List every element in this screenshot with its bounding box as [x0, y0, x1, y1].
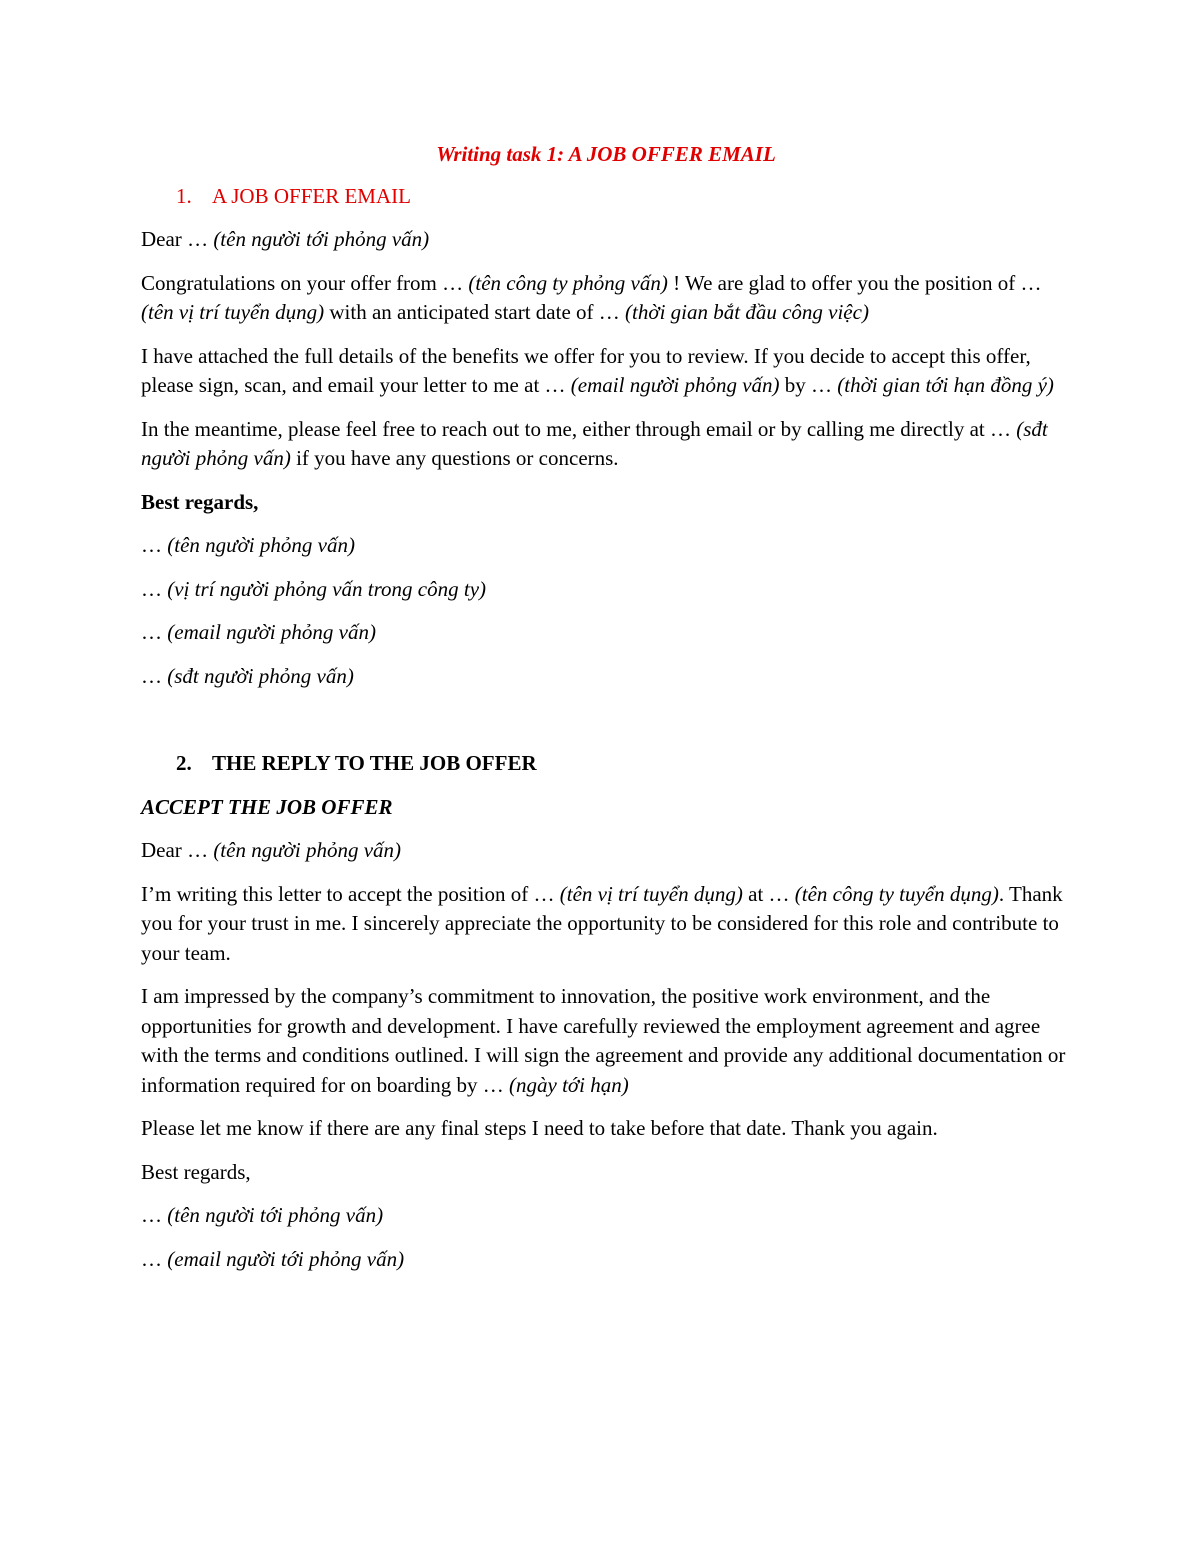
offer-signature-line [141, 662, 1071, 692]
placeholder-ellipsis: … [141, 533, 162, 557]
reply-signature-line [141, 1201, 1071, 1231]
accept-subheading: ACCEPT THE JOB OFFER [141, 794, 393, 819]
placeholder-note: (ngày tới hạn) [503, 1072, 629, 1097]
section1-heading [141, 182, 1071, 212]
placeholder-ellipsis: … [544, 373, 566, 397]
section1-number: 1. [176, 183, 192, 208]
section2-heading [141, 749, 1071, 779]
placeholder-note: (email người phỏng vấn) [565, 373, 780, 397]
offer-paragraph-3 [141, 415, 1071, 474]
placeholder-ellipsis: … [141, 1203, 162, 1227]
placeholder-note: (tên người tới phỏng vấn) [208, 227, 430, 251]
paragraph-text: In the meantime, please feel free to reach out to me, either through email or by calling me directly at [141, 416, 990, 441]
placeholder-note: (vị trí người phỏng vấn trong công ty) [162, 576, 487, 601]
placeholder-ellipsis: … [141, 576, 162, 601]
placeholder-ellipsis: … [141, 663, 162, 688]
placeholder-ellipsis: … [533, 881, 555, 906]
placeholder-ellipsis: … [990, 416, 1011, 441]
reply-signature-line [141, 1245, 1071, 1275]
reply-greeting [141, 836, 1071, 866]
document-body [141, 140, 1071, 1288]
offer-paragraph-2 [141, 342, 1071, 401]
placeholder-ellipsis: … [768, 881, 790, 906]
document-title: Writing task 1: A JOB OFFER EMAIL [436, 142, 776, 166]
placeholder-note: (sđt người phỏng vấn) [141, 416, 1048, 470]
placeholder-ellipsis: … [811, 373, 833, 397]
placeholder-note: (tên người phỏng vấn) [162, 533, 355, 557]
paragraph-text: I’m writing this letter to accept the position of [141, 881, 534, 906]
offer-signature-line [141, 575, 1071, 605]
paragraph-text: Congratulations on your offer from [141, 270, 443, 295]
offer-signature-line [141, 531, 1071, 561]
placeholder-note: (tên người tới phỏng vấn) [162, 1203, 384, 1227]
reply-paragraph-1 [141, 880, 1071, 969]
placeholder-note: (tên người phỏng vấn) [208, 838, 402, 862]
offer-signature-line [141, 618, 1071, 648]
greeting-text: Dear [141, 838, 182, 862]
placeholder-ellipsis: … [1020, 270, 1042, 295]
placeholder-ellipsis: … [141, 620, 162, 644]
placeholder-ellipsis: … [181, 227, 209, 251]
paragraph-text: at [742, 881, 769, 906]
placeholder-ellipsis: … [141, 1246, 162, 1271]
reply-paragraph-3: Please let me know if there are any final steps I need to take before that date. Thank you again. [141, 1116, 938, 1140]
paragraph-text: by [779, 373, 812, 397]
section2-title: THE REPLY TO THE JOB OFFER [212, 751, 537, 775]
placeholder-note: (sđt người phỏng vấn) [162, 663, 354, 688]
section-spacer [141, 705, 1071, 749]
section1-title: A JOB OFFER EMAIL [212, 183, 411, 208]
placeholder-note: (email người tới phỏng vấn) [162, 1246, 405, 1271]
paragraph-text: ! We are glad to offer you the position of [667, 270, 1021, 295]
placeholder-ellipsis: … [482, 1072, 504, 1097]
placeholder-ellipsis: … [442, 270, 464, 295]
placeholder-note: (email người phỏng vấn) [162, 620, 376, 644]
offer-closing: Best regards, [141, 489, 259, 514]
placeholder-note: (thời gian tới hạn đồng ý) [832, 373, 1054, 397]
paragraph-text: if you have any questions or concerns. [290, 446, 619, 470]
placeholder-note: (tên công ty phỏng vấn) [463, 270, 668, 295]
placeholder-note: (tên công ty tuyển dụng) [789, 881, 999, 906]
paragraph-text: I am impressed by the company’s commitment to innovation, the positive work environment, and the opportunities for growth and development. I have carefully reviewed the employment agreement and agree with the terms and conditions outlined. I will sign the agreement and provide any additional documentation or information required for on boarding by [141, 984, 1066, 1097]
section2-number: 2. [176, 751, 192, 775]
paragraph-text: I have attached the full details of the benefits we offer for you to review. If you decide to accept this offer, please sign, scan, and email your letter to me at [141, 343, 1031, 397]
placeholder-ellipsis: … [598, 300, 620, 324]
paragraph-text: with an anticipated start date of [324, 300, 599, 324]
placeholder-note: (tên vị trí tuyển dụng) [141, 300, 325, 324]
paragraph-text: . Thank you for your trust in me. I sincerely appreciate the opportunity to be considered for this role and contribute to your team. [141, 881, 1063, 965]
reply-paragraph-2 [141, 982, 1071, 1100]
placeholder-note: (tên vị trí tuyển dụng) [554, 881, 743, 906]
reply-closing: Best regards, [141, 1159, 251, 1184]
placeholder-ellipsis: … [181, 838, 209, 862]
greeting-text: Dear [141, 227, 182, 251]
offer-paragraph-1 [141, 269, 1071, 328]
placeholder-note: (thời gian bắt đầu công việc) [619, 300, 869, 324]
offer-greeting [141, 225, 1071, 255]
